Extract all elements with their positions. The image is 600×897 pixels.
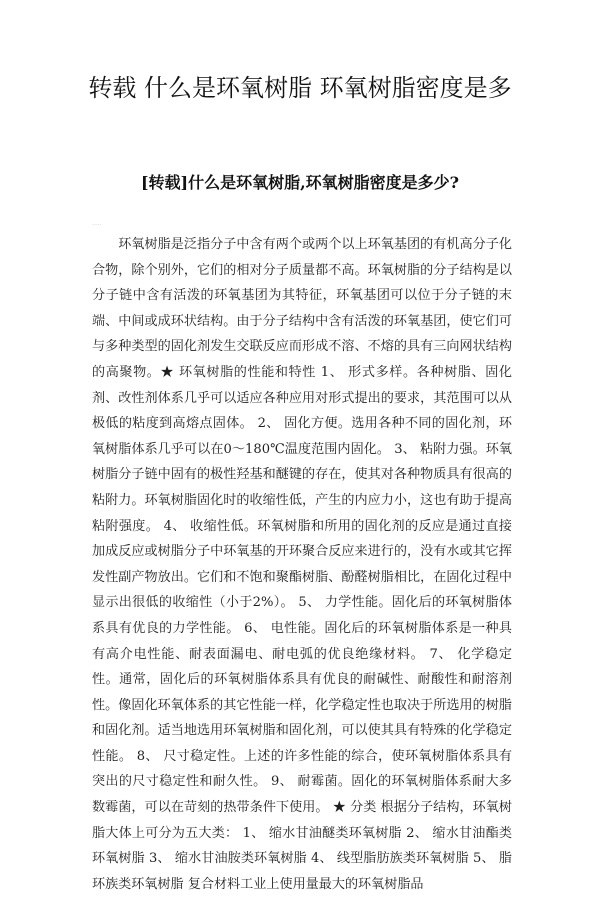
document-title: 转载 什么是环氧树脂 环氧树脂密度是多 bbox=[88, 74, 512, 102]
article-body: 环氧树脂是泛指分子中含有两个或两个以上环氧基团的有机高分子化合物，除个别外，它们的相对分子质量都不高。环氧树脂的分子结构是以分子链中含有活泼的环氧基团为其特征，环氧基团可以位于分子链的末端、中间或成环状结构。由于分子结构中含有活泼的环氧基团，使它们可与多种类型的固化剂发生交联反应而形成不溶、不熔的具有三向网状结构的高聚物。★ 环氧树脂的性能和特性 1、 形式多样。各种树脂、固化剂、改性剂体系几乎可以适应各种应用对形式提出的要求，其范围可以从极低的粘度到高熔点固体。 2、 固化方便。选用各种不同的固化剂，环氧树脂体系几乎可以在0～180℃温度范围内固化。 3、 粘附力强。环氧树脂分子链中固有的极性羟基和醚键的存在，使其对各种物质具有很高的粘附力。环氧树脂固化时的收缩性低，产生的内应力小，这也有助于提高粘附强度。 4、 收缩性低。环氧树脂和所用的固化剂的反应是通过直接加成反应或树脂分子中环氧基的开环聚合反应来进行的，没有水或其它挥发性副产物放出。它们和不饱和聚酯树脂、酚醛树脂相比，在固化过程中显示出很低的收缩性（小于2%）。 5、 力学性能。固化后的环氧树脂体系具有优良的力学性能。 6、 电性能。固化后的环氧树脂体系是一种具有高介电性能、耐表面漏电、耐电弧的优良绝缘材料。 7、 化学稳定性。通常，固化后的环氧树脂体系具有优良的耐碱性、耐酸性和耐溶剂性。像固化环氧体系的其它性能一样，化学稳定性也取决于所选用的树脂和固化剂。适当地选用环氧树脂和固化剂，可以使其具有特殊的化学稳定性能。 8、 尺寸稳定性。上述的许多性能的综合，使环氧树脂体系具有突出的尺寸稳定性和耐久性。 9、 耐霉菌。固化的环氧树脂体系耐大多数霉菌，可以在苛刻的热带条件下使用。 ★ 分类 根据分子结构，环氧树脂大体上可分为五大类： 1、 缩水甘油醚类环氧树脂 2、 缩水甘油酯类环氧树脂 3、 缩水甘油胺类环氧树脂 4、 线型脂肪族类环氧树脂 5、 脂环族类环氧树脂 复合材料工业上使用量最大的环氧树脂品 bbox=[92, 237, 512, 892]
article-subtitle: [转载]什么是环氧树脂,环氧树脂密度是多少? bbox=[140, 173, 460, 192]
faint-mark: ····· bbox=[92, 222, 102, 229]
